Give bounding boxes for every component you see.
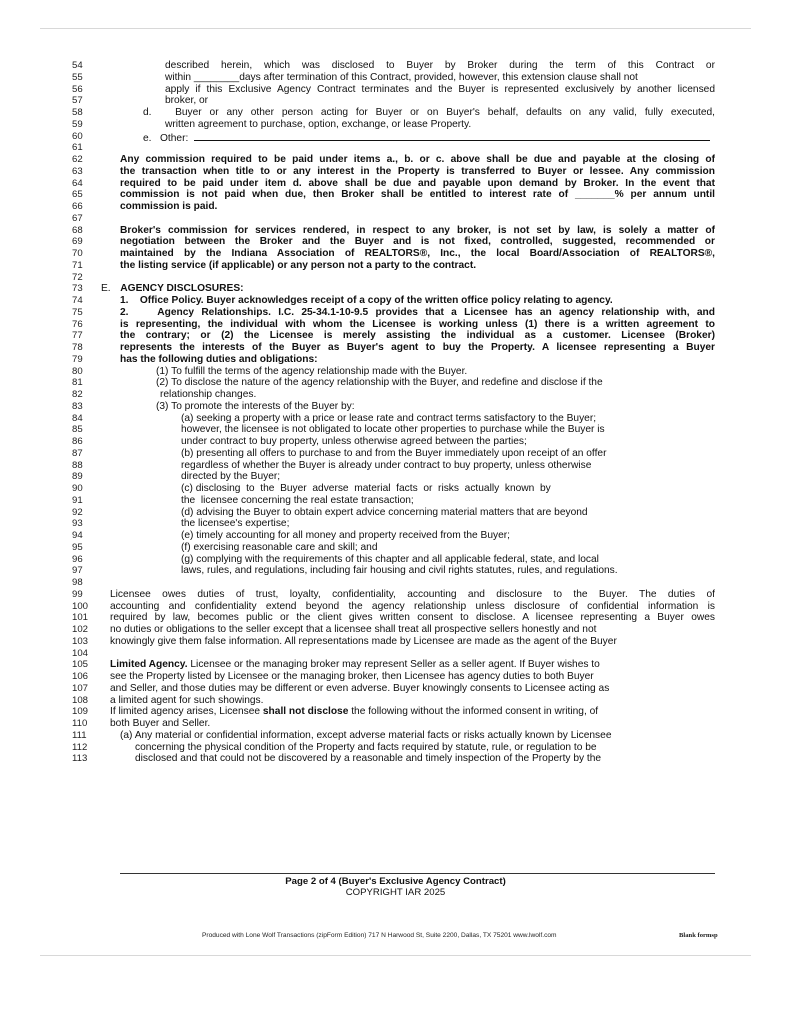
line-text <box>181 483 715 495</box>
line-number: 100 <box>72 600 89 612</box>
text-run: (c) disclosing to the Buyer adverse material facts or risks actually known by <box>181 483 551 494</box>
contract-line <box>0 483 791 495</box>
contract-line <box>0 389 791 401</box>
contract-line <box>0 84 791 96</box>
text-run: a limited agent for such showings. <box>110 694 264 706</box>
line-text <box>165 60 715 72</box>
contract-line <box>0 706 791 718</box>
text-run: Any commission required to be paid under items a., b. or c. above shall be due and payable at the closing of <box>120 154 715 165</box>
text-run: the transaction when title to or any interest in the Property is transferred to Buyer or lessee. Any commission <box>120 165 715 177</box>
contract-line <box>0 601 791 613</box>
line-text <box>181 530 715 542</box>
contract-line <box>0 518 791 530</box>
contract-line <box>0 695 791 707</box>
line-text <box>135 742 715 754</box>
contract-line <box>0 272 791 284</box>
contract-line <box>0 366 791 378</box>
line-number: 92 <box>72 506 83 518</box>
bold-lead: Limited Agency. <box>110 659 188 671</box>
contract-line <box>0 448 791 460</box>
fill-in-blank[interactable] <box>194 131 710 141</box>
contract-line <box>0 330 791 342</box>
line-number: 81 <box>72 377 83 389</box>
contract-line <box>0 131 791 143</box>
line-text <box>110 671 715 683</box>
text-run: negotiation between the Broker and the Buyer and is not fixed, controlled, suggested, recommended or <box>120 236 715 248</box>
line-text <box>160 389 715 401</box>
contract-line <box>0 542 791 554</box>
contract-line <box>0 189 791 201</box>
line-number: 55 <box>72 71 83 83</box>
line-number: 99 <box>72 588 83 600</box>
line-text <box>165 119 715 131</box>
line-number: 62 <box>72 154 83 165</box>
text-run: (3) To promote the interests of the Buyer by: <box>156 400 355 412</box>
bold-phrase: shall not disclose <box>262 706 349 718</box>
line-text <box>181 413 715 425</box>
contract-line <box>0 648 791 660</box>
line-number: 63 <box>72 165 83 177</box>
text-run: described herein, which was disclosed to Buyer by Broker during the term of this Contract or <box>165 60 715 71</box>
line-text <box>120 178 715 190</box>
line-number: 77 <box>72 330 83 342</box>
contract-line <box>0 225 791 237</box>
line-number: 113 <box>72 753 88 765</box>
text-run: d. Buyer or any other person acting for Buyer or on Buyer's behalf, defaults on any valid, fully executed, <box>143 107 715 118</box>
section-letter: E. <box>101 283 117 295</box>
contract-line <box>0 753 791 765</box>
contract-line <box>0 213 791 225</box>
copyright-notice: COPYRIGHT IAR 2025 <box>345 887 446 898</box>
line-number: 60 <box>72 130 83 142</box>
footer-rule <box>120 873 715 874</box>
line-number: 67 <box>72 212 83 224</box>
line-text <box>165 72 715 84</box>
contract-line <box>0 507 791 519</box>
line-number: 88 <box>72 459 83 471</box>
contract-line <box>0 166 791 178</box>
line-number: 103 <box>72 635 89 647</box>
text-run: regardless of whether the Buyer is already under contract to buy property, unless otherwise <box>181 459 592 471</box>
line-text <box>181 542 715 554</box>
form-name: Blank formsp <box>679 932 718 939</box>
text-run: (a) seeking a property with a price or lease rate and contract terms satisfactory to the Buyer; <box>181 412 597 424</box>
text-run: apply if this Exclusive Agency Contract terminates and the Buyer is represented exclusively by another licensed <box>165 83 715 95</box>
line-number: 54 <box>72 60 83 71</box>
line-text <box>120 189 715 201</box>
contract-line <box>0 460 791 472</box>
line-text <box>120 225 715 237</box>
contract-line <box>0 377 791 389</box>
line-number: 95 <box>72 541 83 553</box>
line-text <box>110 706 715 718</box>
text-run: knowingly give them false information. All representations made by Licensee are made as the agent of the Buyer <box>110 635 617 647</box>
line-number: 112 <box>72 741 88 753</box>
line-number: 107 <box>72 682 89 694</box>
line-text <box>110 601 715 613</box>
text-run: concerning the physical condition of the Property and facts required by statute, rule, or regulation to be <box>135 741 597 753</box>
line-number: 93 <box>72 518 83 530</box>
line-text <box>120 201 715 213</box>
line-number: 66 <box>72 201 83 212</box>
top-page-rule <box>40 28 751 29</box>
line-text <box>143 107 715 119</box>
text-run: see the Property listed by Licensee or the managing broker, then Licensee has agency duties to both Buyer <box>110 671 594 682</box>
text-run: (e) timely accounting for all money and property received from the Buyer; <box>181 530 510 541</box>
line-number: 76 <box>72 318 83 330</box>
contract-line <box>0 319 791 331</box>
line-text <box>181 565 715 577</box>
line-number: 82 <box>72 389 83 400</box>
text-run: required by law, becomes public or the client gives written consent to disclose. A licensee representing a Buyer owes <box>110 612 715 624</box>
line-number: 64 <box>72 177 83 189</box>
line-number: 68 <box>72 224 83 236</box>
text-run: no duties or obligations to the seller except that a licensee shall treat all prospective sellers honestly and not <box>110 624 597 635</box>
line-number: 78 <box>72 342 83 353</box>
contract-line <box>0 565 791 577</box>
text-run: the contrary; or (2) the Licensee is merely assisting the individual as a customer. Licensee (Broker) <box>120 330 715 342</box>
contract-line <box>0 612 791 624</box>
text-run: the listing service (if applicable) or any person not a party to the contract. <box>120 259 477 271</box>
line-number: 96 <box>72 553 83 565</box>
text-run: is representing, the individual with whom the Licensee is working unless (1) there is a written agreement to <box>120 318 715 330</box>
text-run: directed by the Buyer; <box>181 471 281 483</box>
line-number: 111 <box>72 729 87 741</box>
line-text <box>181 448 715 460</box>
text-run: (1) To fulfill the terms of the agency relationship made with the Buyer. <box>156 365 468 377</box>
text-run: maintained by the Indiana Association of REALTORS®, Inc., the local Board/Association of REALTORS®, <box>120 248 715 259</box>
line-number: 110 <box>72 718 88 729</box>
contract-line <box>0 624 791 636</box>
contract-line <box>0 154 791 166</box>
line-number: 74 <box>72 295 83 306</box>
contract-line <box>0 95 791 107</box>
text-run: under contract to buy property, unless otherwise agreed between the parties; <box>181 436 527 447</box>
line-text <box>181 436 715 448</box>
line-number: 72 <box>72 271 83 283</box>
text-run: (a) Any material or confidential information, except adverse material facts or risks actually known by Licensee <box>120 729 612 741</box>
contract-line <box>0 718 791 730</box>
contract-line <box>0 424 791 436</box>
line-text <box>120 319 715 331</box>
line-text <box>120 236 715 248</box>
line-text <box>165 84 715 96</box>
line-text <box>110 624 715 636</box>
contract-line <box>0 636 791 648</box>
line-text <box>181 424 715 436</box>
line-text <box>110 589 715 601</box>
contract-line <box>0 236 791 248</box>
line-text <box>110 612 715 624</box>
contract-line <box>0 730 791 742</box>
line-number: 104 <box>72 647 89 659</box>
line-number: 84 <box>72 412 83 424</box>
contract-line <box>0 577 791 589</box>
contract-line <box>0 354 791 366</box>
text-run: (g) complying with the requirements of this chapter and all applicable federal, state, and local <box>181 553 599 565</box>
producer-credit: Produced with Lone Wolf Transactions (zipForm Edition) 717 N Harwood St, Suite 2200, Dallas, TX 75201 www.lwolf.com <box>202 932 557 939</box>
line-number: 90 <box>72 483 83 494</box>
section-heading: AGENCY DISCLOSURES: <box>120 283 244 295</box>
text-run: commission is paid. <box>120 201 218 212</box>
line-text <box>165 95 715 107</box>
contract-line <box>0 248 791 260</box>
line-number: 106 <box>72 671 89 682</box>
line-text <box>110 683 715 695</box>
line-number: 109 <box>72 706 89 718</box>
line-number: 57 <box>72 95 83 107</box>
line-number: 73 <box>72 283 83 295</box>
contract-line <box>0 671 791 683</box>
contract-line <box>0 742 791 754</box>
text-run: 1. Office Policy. Buyer acknowledges receipt of a copy of the written office policy relating to agency. <box>120 295 613 306</box>
line-text <box>120 730 715 742</box>
line-number: 65 <box>72 189 83 201</box>
text-run: broker, or <box>165 95 209 107</box>
contract-body <box>0 60 791 765</box>
line-number: 105 <box>72 659 89 671</box>
line-number: 101 <box>72 612 89 624</box>
contract-line <box>0 60 791 72</box>
contract-line <box>0 659 791 671</box>
text-run: e. Other: <box>143 132 189 144</box>
line-text <box>110 695 715 707</box>
line-number: 94 <box>72 530 83 541</box>
line-text <box>181 471 715 483</box>
line-number: 56 <box>72 83 83 95</box>
text-run: has the following duties and obligations: <box>120 353 318 365</box>
line-number: 91 <box>72 494 83 506</box>
line-number: 102 <box>72 624 89 635</box>
line-number: 69 <box>72 236 83 248</box>
line-text <box>156 366 715 378</box>
contract-line <box>0 589 791 601</box>
contract-line <box>0 107 791 119</box>
text-run: laws, rules, and regulations, including fair housing and civil rights statutes, rules, and regulations. <box>181 565 618 577</box>
line-number: 80 <box>72 365 83 377</box>
line-number: 70 <box>72 248 83 259</box>
contract-line <box>0 283 791 295</box>
line-text <box>181 554 715 566</box>
contract-line <box>0 554 791 566</box>
line-text <box>120 330 715 342</box>
line-text <box>120 342 715 354</box>
contract-line <box>0 495 791 507</box>
text-run: If limited agency arises, Licensee <box>110 706 263 718</box>
text-run: (b) presenting all offers to purchase to and from the Buyer immediately upon receipt of an offer <box>181 447 607 459</box>
line-number: 75 <box>72 306 83 318</box>
line-text <box>120 295 715 307</box>
text-run: (2) To disclose the nature of the agency relationship with the Buyer, and redefine and disclose if the <box>156 377 603 389</box>
text-run: represents the interests of the Buyer as Buyer's agent to buy the Property. A licensee representing a Buyer <box>120 342 715 353</box>
line-text <box>110 636 715 648</box>
line-text <box>156 401 715 413</box>
line-number: 58 <box>72 107 83 118</box>
text-run: disclosed and that could not be discovered by a reasonable and timely inspection of the Property by the <box>135 753 602 765</box>
line-number: 108 <box>72 694 89 706</box>
page-footer-label: Page 2 of 4 (Buyer's Exclusive Agency Contract) <box>285 876 506 887</box>
text-run: the following without the informed consent in writing, of <box>348 706 599 718</box>
text-run: the licensee concerning the real estate transaction; <box>181 494 414 506</box>
line-number: 61 <box>72 142 83 154</box>
line-text <box>181 460 715 472</box>
contract-line <box>0 201 791 213</box>
text-run: commission is not paid when due, then Broker shall be entitled to interest rate of _______% per annum until <box>120 189 715 201</box>
line-text <box>120 166 715 178</box>
line-number: 85 <box>72 424 83 436</box>
line-text <box>110 718 715 730</box>
line-number: 86 <box>72 436 83 447</box>
contract-line <box>0 260 791 272</box>
line-text <box>135 753 715 765</box>
text-run: both Buyer and Seller. <box>110 718 211 729</box>
line-number: 87 <box>72 447 83 459</box>
text-run: the licensee's expertise; <box>181 518 290 530</box>
line-number: 89 <box>72 471 83 483</box>
text-run: Licensee or the managing broker may represent Seller as a seller agent. If Buyer wishes to <box>187 659 600 671</box>
contract-line <box>0 436 791 448</box>
line-number: 83 <box>72 400 83 412</box>
line-text <box>120 260 715 272</box>
contract-line <box>0 413 791 425</box>
text-run: within ________days after termination of this Contract, provided, however, this extension clause shall not <box>165 71 638 83</box>
text-run: 2. Agency Relationships. I.C. 25-34.1-10-9.5 provides that a Licensee has an agency relationship with, and <box>120 306 715 318</box>
contract-line <box>0 72 791 84</box>
text-run: (f) exercising reasonable care and skill; and <box>181 541 378 553</box>
line-number: 97 <box>72 565 83 577</box>
contract-line <box>0 683 791 695</box>
text-run: accounting and confidentiality extend beyond the agency relationship unless disclosure of confidential information is <box>110 600 715 612</box>
line-text <box>181 507 715 519</box>
contract-line <box>0 401 791 413</box>
text-run: Licensee owes duties of trust, loyalty, confidentiality, accounting and disclosure to the Buyer. The duties of <box>110 588 715 600</box>
text-run: written agreement to purchase, option, exchange, or lease Property. <box>165 118 472 130</box>
line-text <box>181 518 715 530</box>
text-run: and Seller, and those duties may be different or even adverse. Buyer knowingly consents to Licensee acting as <box>110 682 610 694</box>
line-number: 79 <box>72 353 83 365</box>
line-text <box>181 495 715 507</box>
line-text <box>110 659 715 671</box>
contract-line <box>0 178 791 190</box>
contract-line <box>0 530 791 542</box>
contract-line <box>0 295 791 307</box>
contract-line <box>0 342 791 354</box>
contract-line <box>0 307 791 319</box>
line-text <box>120 354 715 366</box>
line-text <box>120 154 715 166</box>
text-run: however, the licensee is not obligated to locate other properties to purchase while the Buyer is <box>181 424 605 436</box>
line-number: 59 <box>72 118 83 130</box>
text-run: required to be paid under item d. above shall be due and payable upon demand by Broker. In the event that <box>120 177 715 189</box>
text-run: relationship changes. <box>160 389 257 400</box>
contract-line <box>0 142 791 154</box>
line-text <box>101 283 715 295</box>
line-text <box>120 248 715 260</box>
bottom-page-rule <box>40 955 751 956</box>
contract-line <box>0 119 791 131</box>
contract-line <box>0 471 791 483</box>
line-text <box>120 307 715 319</box>
line-text <box>156 377 715 389</box>
line-number: 98 <box>72 577 83 588</box>
line-number: 71 <box>72 259 83 271</box>
text-run: (d) advising the Buyer to obtain expert advice concerning material matters that are beyond <box>181 506 588 518</box>
text-run: Broker's commission for services rendered, in respect to any broker, is not set by law, is solely a matter of <box>120 224 715 236</box>
